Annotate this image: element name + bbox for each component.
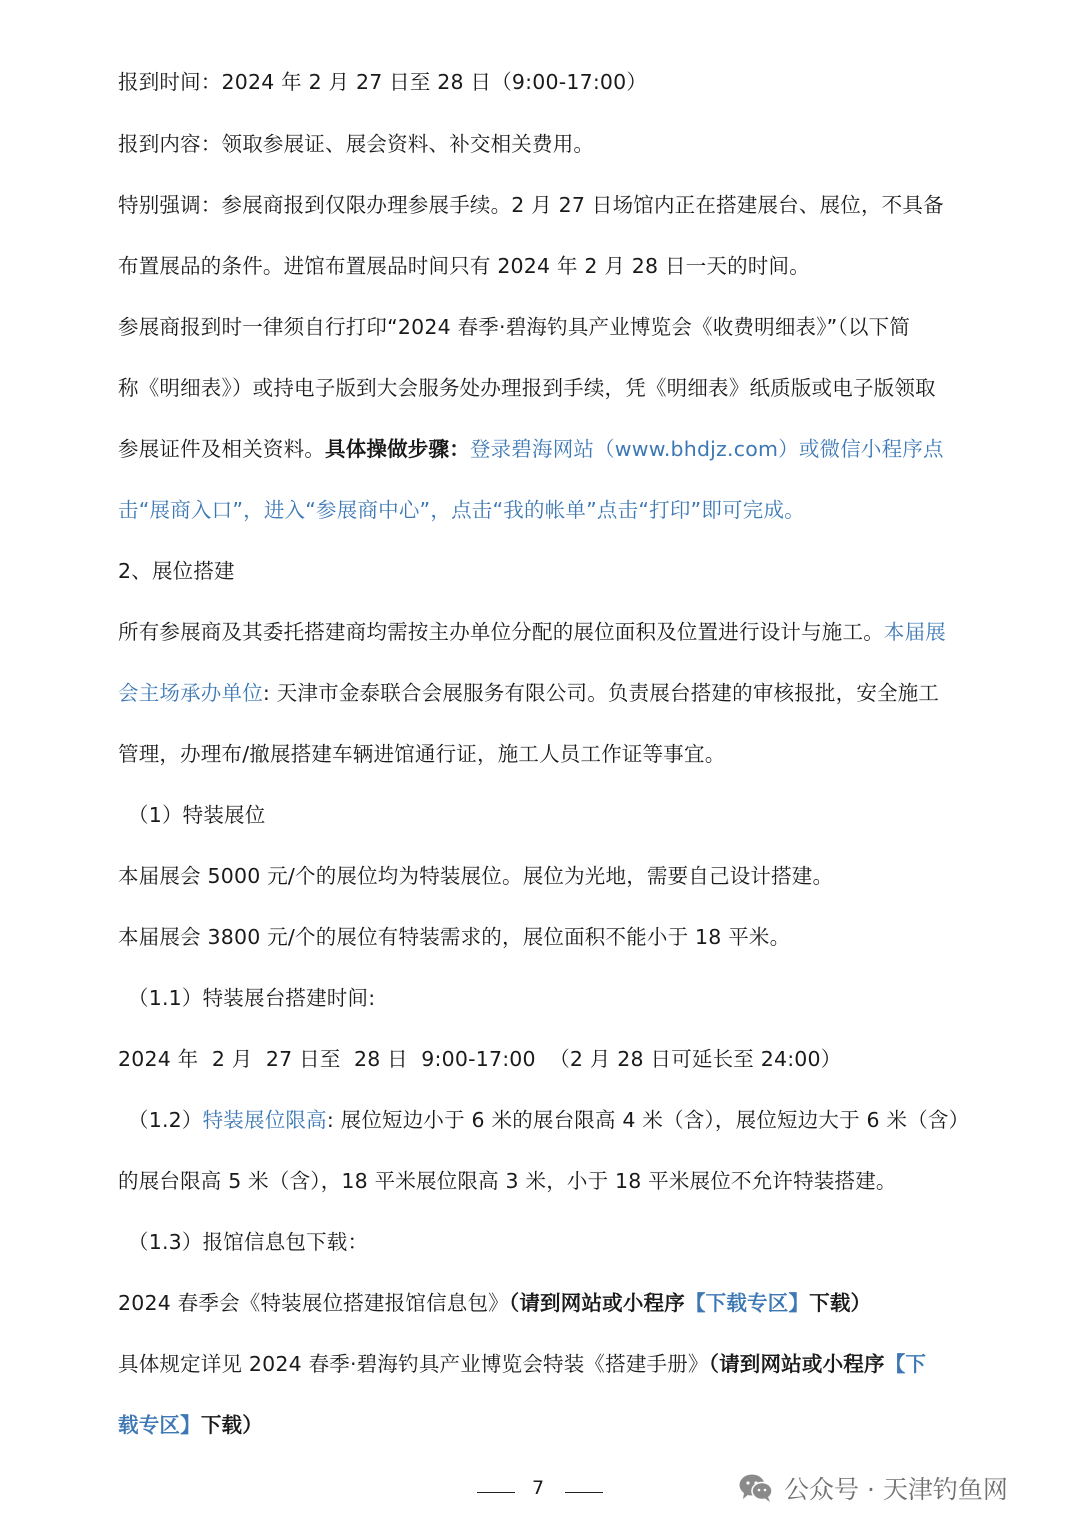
- print-note-line-1: 参展商报到时一律须自行打印“2024 春季·碧海钓具产业博览会《收费明细表》”（以下简: [118, 315, 911, 339]
- subheading-special-booth: （1）特装展位: [128, 803, 266, 827]
- steps-line-2: 击“展商入口”，进入“参展商中心”，点击“我的帐单”点击“打印”即可完成。: [118, 498, 805, 522]
- organizer-highlight-b: 会主场承办单位: [118, 681, 263, 705]
- manual-title: 具体规定详见 2024 春季·碧海钓具产业博览会特装《搭建手册》: [118, 1352, 709, 1376]
- download-line-3: [118, 1410, 263, 1440]
- construction-para-line-2: [118, 678, 939, 708]
- section-heading-booth-construction: 2、展位搭建: [118, 559, 235, 583]
- manual-hint-b: 下载）: [200, 1413, 263, 1437]
- height-limit-line-1: [128, 1105, 969, 1135]
- watermark-text: 公众号 · 天津钓鱼网: [784, 1475, 1008, 1504]
- height-limit-line-2: 的展台限高 5 米（含），18 平米展位限高 3 米，小于 18 平米展位不允许特装搭建。: [118, 1169, 897, 1193]
- manual-download-zone-link-a[interactable]: 【下: [884, 1352, 927, 1376]
- manual-hint-a: （请到网站或小程序: [708, 1352, 885, 1376]
- watermark: [738, 1464, 1008, 1512]
- special-note-line-1: 特别强调：参展商报到仅限办理参展手续。2 月 27 日场馆内正在搭建展台、展位，不具备: [118, 193, 944, 217]
- print-note-line-2: 称《明细表》）或持电子版到大会服务处办理报到手续，凭《明细表》纸质版或电子版领取: [118, 376, 936, 400]
- download-line-1: [118, 1288, 871, 1318]
- organizer-highlight-a: 本届展: [883, 620, 947, 644]
- manual-download-zone-link-b[interactable]: 载专区】: [118, 1413, 201, 1437]
- height-limit-highlight: 特装展位限高: [202, 1108, 327, 1132]
- registration-content: 报到内容：领取参展证、展会资料、补交相关费用。: [118, 132, 595, 156]
- wechat-icon: [738, 1472, 774, 1504]
- info-pack-title: 2024 春季会《特装展位搭建报馆信息包》: [118, 1291, 509, 1315]
- registration-time: 报到时间：2024 年 2 月 27 日至 28 日（9:00-17:00）: [118, 70, 648, 94]
- print-note-plain: 参展证件及相关资料。: [118, 437, 325, 461]
- print-note-line-3: [118, 434, 944, 464]
- subheading-download: （1.3）报馆信息包下载：: [128, 1230, 369, 1254]
- steps-label: 具体操做步骤：: [325, 437, 470, 461]
- steps-link-text[interactable]: 登录碧海网站（www.bhdjz.com）或微信小程序点: [469, 437, 944, 461]
- footer-dash-right: [565, 1492, 603, 1493]
- special-booth-line-1: 本届展会 5000 元/个的展位均为特装展位。展位为光地，需要自己设计搭建。: [118, 864, 834, 888]
- download-line-2: [118, 1349, 926, 1379]
- organizer-name-text: : 天津市金泰联合会展服务有限公司。负责展台搭建的审核报批，安全施工: [262, 681, 940, 705]
- page-number: 7: [532, 1477, 545, 1499]
- construction-para-line-3: 管理，办理布/撤展搭建车辆进馆通行证，施工人员工作证等事宜。: [118, 742, 726, 766]
- height-limit-text: : 展位短边小于 6 米的展台限高 4 米（含），展位短边大于 6 米（含）: [326, 1108, 970, 1132]
- build-time-text: 2024 年 2 月 27 日至 28 日 9:00-17:00 （2 月 28 日可延长至 24:00）: [118, 1047, 842, 1071]
- download-hint-a: （请到网站或小程序: [508, 1291, 685, 1315]
- height-limit-number: （1.2）: [128, 1108, 203, 1132]
- special-note-line-2: 布置展品的条件。进馆布置展品时间只有 2024 年 2 月 28 日一天的时间。: [118, 254, 810, 278]
- construction-para-line-1: [118, 617, 946, 647]
- download-zone-link[interactable]: 【下载专区】: [684, 1291, 810, 1315]
- construction-para-text: 所有参展商及其委托搭建商均需按主办单位分配的展位面积及位置进行设计与施工。: [118, 620, 884, 644]
- footer-dash-left: [477, 1492, 515, 1493]
- subheading-build-time: （1.1）特装展台搭建时间:: [128, 986, 376, 1010]
- special-booth-line-2: 本届展会 3800 元/个的展位有特装需求的，展位面积不能小于 18 平米。: [118, 925, 791, 949]
- download-hint-b: 下载）: [809, 1291, 872, 1315]
